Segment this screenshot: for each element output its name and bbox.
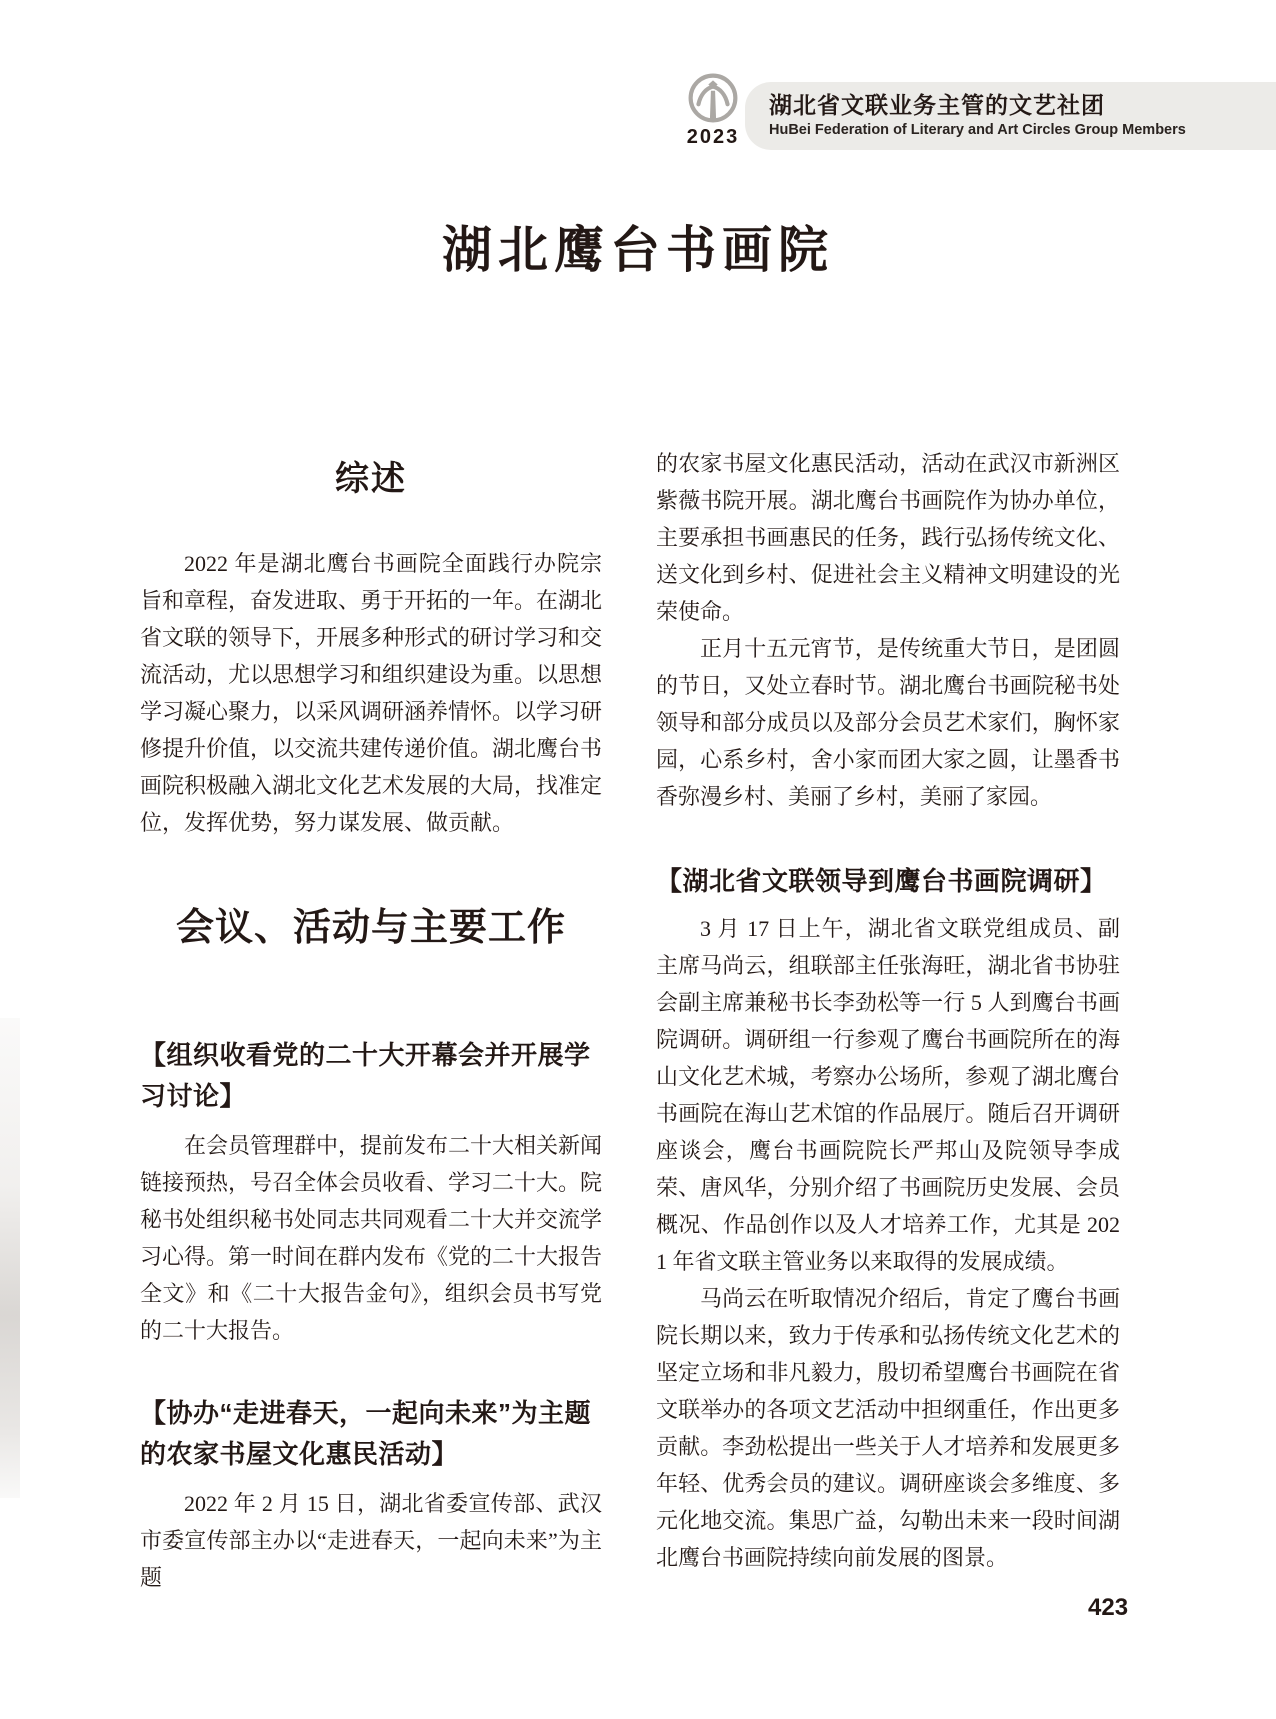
section2-body-start: 2022 年 2 月 15 日，湖北省委宣传部、武汉市委宣传部主办以“走进春天，一起向未来”为主题: [140, 1491, 602, 1590]
header-band: [745, 82, 1276, 150]
left-column: [140, 445, 602, 1596]
federation-logo: [676, 72, 750, 149]
section2-body-continuation: 的农家书屋文化惠民活动，活动在武汉市新洲区紫薇书院开展。湖北鹰台书画院作为协办单位，主要承担书画惠民的任务，践行弘扬传统文化、送文化到乡村、促进社会主义精神文明建设的光荣使命。: [656, 451, 1120, 624]
header-band-title-cn: 湖北省文联业务主管的文艺社团: [769, 92, 1105, 118]
page-number: 423: [1088, 1594, 1129, 1621]
left-edge-scan-artifact: [0, 1018, 20, 1498]
section3-heading: 【湖北省文联领导到鹰台书画院调研】: [656, 866, 1107, 896]
section3-paragraph-2: 马尚云在听取情况介绍后，肯定了鹰台书画院长期以来，致力于传承和弘扬传统文化艺术的坚定立场和非凡毅力，殷切希望鹰台书画院在省文联举办的各项文艺活动中担纲重任，作出更多贡献。李劲松提出一些关于人才培养和发展更多年轻、优秀会员的建议。调研座谈会多维度、多元化地交流。集思广益，勾勒出未来一段时间湖北鹰台书画院持续向前发展的图景。: [656, 1286, 1120, 1570]
header-band-title-en: HuBei Federation of Literary and Art Circles Group Members: [769, 122, 1186, 138]
section1-body: 在会员管理群中，提前发布二十大相关新闻链接预热，号召全体会员收看、学习二十大。院秘书处组织秘书处同志共同观看二十大并交流学习心得。第一时间在群内发布《党的二十大报告全文》和《二十大报告金句》，组织会员书写党的二十大报告。: [140, 1133, 603, 1343]
logo-year-label: 2023: [686, 126, 740, 148]
lantern-festival-paragraph: 正月十五元宵节，是传统重大节日，是团圆的节日，又处立春时节。湖北鹰台书画院秘书处领导和部分成员以及部分会员艺术家们，胸怀家园，心系乡村，舍小家而团大家之圆，让墨香书香弥漫乡村、美丽了乡村，美丽了家园。: [656, 636, 1120, 809]
section2-heading: 【协办“走进春天，一起向未来”为主题的农家书屋文化惠民活动】: [140, 1398, 592, 1469]
right-column: [656, 445, 1120, 1576]
main-section-heading: 会议、活动与主要工作: [175, 907, 566, 949]
section1-heading: 【组织收看党的二十大开幕会并开展学习讨论】: [140, 1040, 591, 1111]
article-title: 湖北鹰台书画院: [442, 222, 834, 278]
section3-paragraph-1: 3 月 17 日上午，湖北省文联党组成员、副主席马尚云，组联部主任张海旺，湖北省书协驻会副主席兼秘书长李劲松等一行 5 人到鹰台书画院调研。调研组一行参观了鹰台书画院所在的海山文化艺术城，考察办公场所，参观了湖北鹰台书画院在海山艺术馆的作品展厅。随后召开调研座谈会，鹰台书画院院长严邦山及院领导李成荣、唐风华，分别介绍了书画院历史发展、会员概况、作品创作以及人才培养工作，尤其是 2021 年省文联主管业务以来取得的发展成绩。: [656, 916, 1120, 1274]
overview-heading: 综述: [335, 460, 407, 498]
federation-emblem-icon: [687, 72, 739, 124]
overview-paragraph: 2022 年是湖北鹰台书画院全面践行办院宗旨和章程，奋发进取、勇于开拓的一年。在湖北省文联的领导下，开展多种形式的研讨学习和交流活动，尤以思想学习和组织建设为重。以思想学习凝心聚力，以采风调研涵养情怀。以学习研修提升价值，以交流共建传递价值。湖北鹰台书画院积极融入湖北文化艺术发展的大局，找准定位，发挥优势，努力谋发展、做贡献。: [140, 551, 603, 835]
